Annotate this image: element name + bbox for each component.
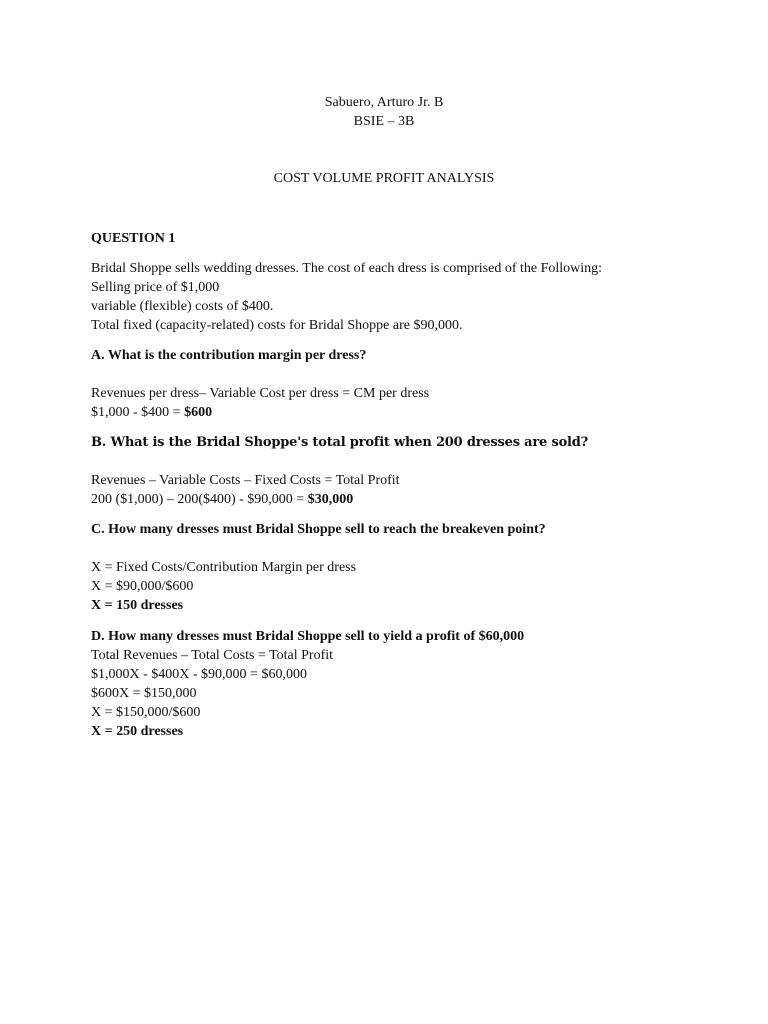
part-d-step: $600X = $150,000 — [91, 686, 197, 701]
student-section: BSIE – 3B — [353, 114, 415, 129]
part-a-answer: $600 — [184, 405, 213, 420]
document-title: COST VOLUME PROFIT ANALYSIS — [273, 171, 495, 186]
part-a-calc-text: $1,000 - $400 = — [91, 405, 185, 420]
part-d-step: X = $150,000/$600 — [91, 705, 201, 720]
part-b-calc-text: 200 ($1,000) – 200($400) - $90,000 = — [91, 492, 308, 507]
part-b-calculation — [91, 490, 353, 509]
intro-line: Total fixed (capacity-related) costs for Bridal Shoppe are $90,000. — [91, 318, 463, 333]
part-a-formula: Revenues per dress– Variable Cost per dress = CM per dress — [91, 386, 430, 401]
part-a-question: A. What is the contribution margin per dress? — [91, 348, 367, 363]
intro-line: Bridal Shoppe sells wedding dresses. The cost of each dress is comprised of the Following: — [91, 261, 603, 276]
part-c-question: C. How many dresses must Bridal Shoppe sell to reach the breakeven point? — [91, 522, 546, 537]
part-d-step: $1,000X - $400X - $90,000 = $60,000 — [91, 667, 307, 682]
part-c-answer: X = 150 dresses — [91, 598, 184, 613]
part-c-step: X = $90,000/$600 — [91, 579, 194, 594]
part-c-formula: X = Fixed Costs/Contribution Margin per dress — [91, 560, 357, 575]
part-b-question: B. What is the Bridal Shoppe's total profit when 200 dresses are sold? — [91, 435, 589, 450]
part-d-formula: Total Revenues – Total Costs = Total Profit — [91, 648, 334, 663]
part-b-formula: Revenues – Variable Costs – Fixed Costs = Total Profit — [91, 473, 400, 488]
part-d-answer: X = 250 dresses — [91, 724, 184, 739]
question-heading: QUESTION 1 — [91, 231, 176, 246]
intro-line: Selling price of $1,000 — [91, 280, 220, 295]
part-d-question: D. How many dresses must Bridal Shoppe sell to yield a profit of $60,000 — [91, 629, 525, 644]
author-name: Sabuero, Arturo Jr. B — [324, 95, 444, 110]
intro-line: variable (flexible) costs of $400. — [91, 299, 274, 314]
part-b-answer: $30,000 — [307, 492, 354, 507]
part-a-calculation — [91, 403, 212, 422]
